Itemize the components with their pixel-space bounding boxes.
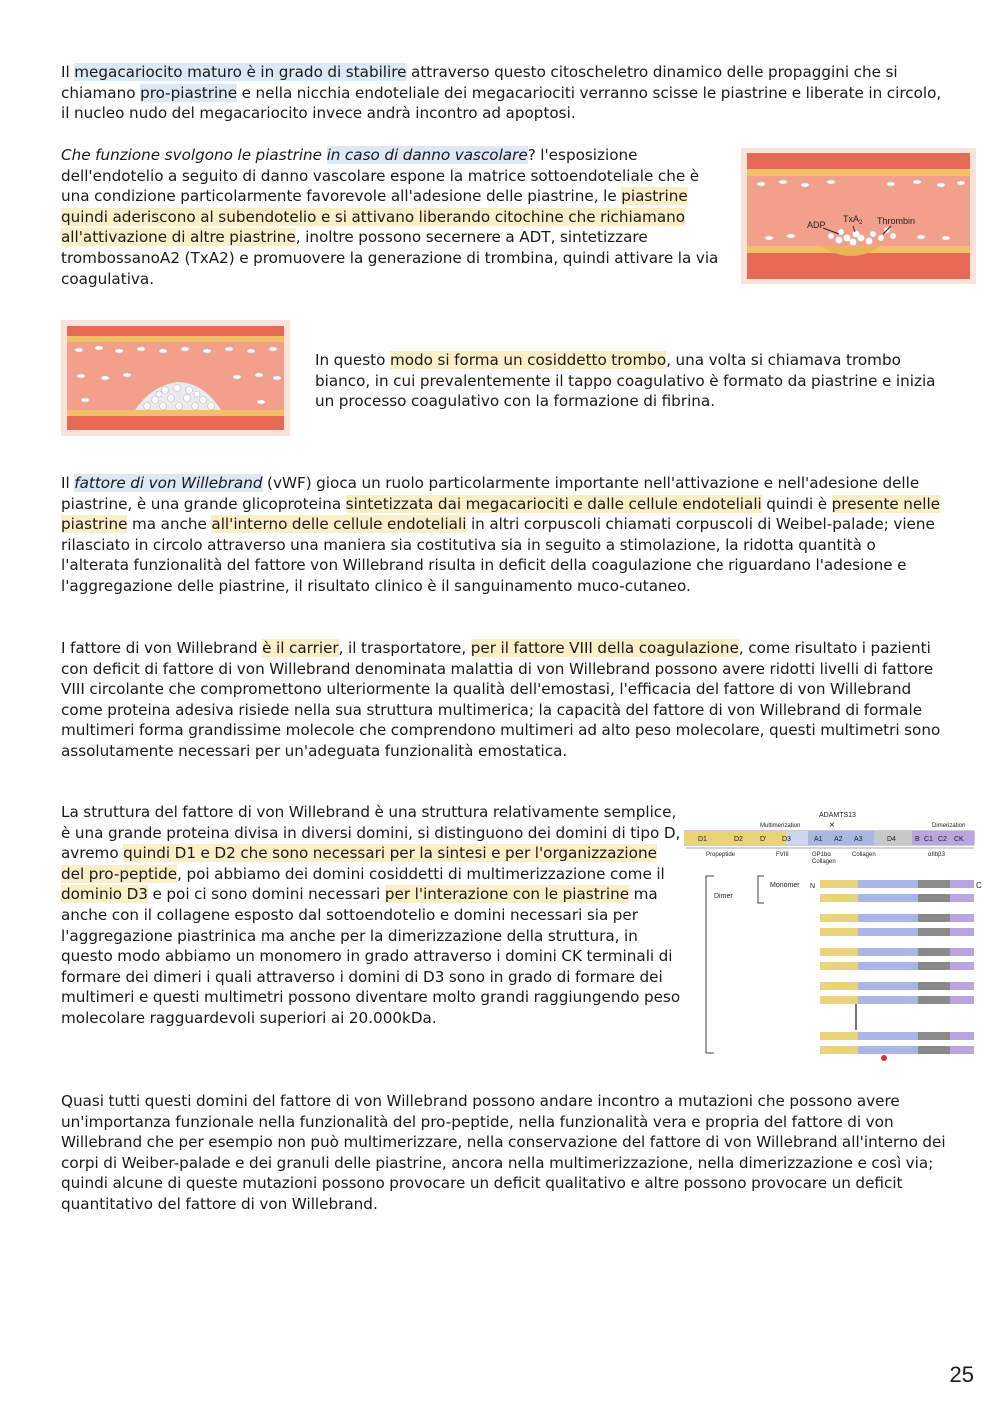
highlight: all'interno delle cellule endoteliali	[211, 515, 467, 534]
collagen-small-label: Collagen	[812, 859, 836, 865]
highlight: piastrine quindi aderiscono al subendotelio e si attivano liberando citochine che richiamano all'attivazione di altre piastrine	[61, 187, 688, 247]
highlight: modo si forma un cosiddetto trombo	[389, 351, 667, 369]
domain-b: B	[915, 836, 920, 843]
domain-d4: D4	[887, 836, 896, 843]
domain-d3: D3	[782, 836, 791, 843]
highlight: quindi D1 e D2 che sono necessari per la sintesi e per l'organizzazione del pro-peptide	[61, 844, 657, 883]
mutation-dot	[881, 1055, 887, 1061]
highlight: in caso di danno vascolare	[326, 146, 528, 164]
paragraph-mutazioni: Quasi tutti questi domini del fattore di von Willebrand possono andare incontro a mutazioni che possono avere un'importanza funzionale nella funzionalità del pro-peptide, nella funzionalità vera e propria del fattore di von Willebrand che per esempio non può multimerizzare, nella conservazione del fattore di von Willebrand all'interno dei corpi di Weiber-palade e dei granuli delle piastrine, ancora nella multimerizzazione, nella dimerizzazione e così via; quindi alcune di queste mutazioni possono provocare un deficit qualitativo e altre possono provocare un deficit quantitativo del fattore di von Willebrand.	[61, 1092, 946, 1213]
fviii-label: FVIII	[776, 852, 789, 858]
domain-a3: A3	[854, 836, 863, 843]
paragraph-funzione-piastrine: Che funzione svolgono le piastrine in caso di danno vascolare? l'esposizione dell'endotelio a seguito di danno vascolare espone la matrice sottoendoteliale che è una condizione particolarmente favorevole all'adesione delle piastrine, le piastrine quindi aderiscono al subendotelio e si attivano liberando citochine che richiamano all'attivazione di altre piastrine, inoltre possono secernere a ADT, sintetizzare trombossanoA2 (TxA2) e promuovere la generazione di trombina, quindi attivare la via coagulativa.	[61, 146, 719, 288]
adp-label: ADP	[807, 220, 826, 230]
domain-a2: A2	[834, 836, 843, 843]
paragraph-carrier: I fattore di von Willebrand è il carrier, il trasportatore, per il fattore VIII della coagulazione, come risultato i pazienti con deficit di fattore di von Willebrand denominata malattia di von Willebrand possono avere ridotti livelli di fattore VIII circolante che compromettono ulteriormente la qualità dell'emostasi, l'efficacia del fattore di von Willebrand come proteina adesiva risiede nella sua struttura multimerica; la capacità del fattore di von Willebrand di formale multimeri forma grandissime molecole che comprendono multimeri ad alto peso molecolare, questi multimetri sono assolutamente necessari per un'adeguata funzionalità emostatica.	[61, 639, 941, 760]
txa2-label: TxA$_2$	[843, 214, 863, 226]
vwf-domain-diagram	[684, 808, 984, 1064]
highlight: megacariocito maturo è in grado di stabilire	[74, 63, 407, 81]
dimerization-label: Dimerization	[932, 823, 966, 829]
highlight: pro-piastrine	[140, 83, 238, 102]
page-number: 25	[949, 1362, 974, 1387]
domain-dprime: D'	[760, 836, 767, 843]
highlight: sintetizzata dai megacariociti e dalle cellule endoteliali	[345, 494, 762, 513]
domain-d2: D2	[734, 836, 743, 843]
monomer-label: Monomer	[770, 882, 800, 889]
paragraph-megacariocito: Il megacariocito maturo è in grado di stabilire attraverso questo citoscheletro dinamico delle propaggini che si chiamano pro-piastrine e nella nicchia endoteliale dei megacariociti verranno scisse le piastrine e liberate in circolo, il nucleo nudo del megacariocito invece andrà incontro ad apoptosi.	[61, 63, 942, 123]
propeptide-label: Propeptide	[706, 852, 736, 858]
c-terminus-label: C	[976, 881, 982, 890]
highlight: presente nelle piastrine	[61, 494, 941, 534]
domain-ck: CK	[954, 836, 964, 843]
cleavage-mark: ×	[829, 820, 835, 831]
collagen-label: Collagen	[852, 852, 876, 858]
highlight: fattore di von Willebrand	[74, 474, 263, 492]
paragraph-struttura: La struttura del fattore di von Willebrand è una struttura relativamente semplice, è una grande proteina divisa in diversi domini, si distinguono dei domini di tipo D, avremo quindi D1 e D2 che sono necessari per la sintesi e per l'organizzazione del pro-peptide, poi abbiamo dei domini cosiddetti di multimerizzazione come il dominio D3 e poi ci sono domini necessari per l'interazione con le piastrine ma anche con il collagene esposto dal sottoendotelio e domini necessari sia per l'aggregazione piastrinica ma anche per la dimerizzazione della struttura, in questo modo abbiamo un monomero in grado attraverso i domini CK terminali di formare dei dimeri i quali attraverso i domini di D3 sono in grado di formare dei multimeri e questi multimetri possono diventare molto grandi raggiungendo peso molecolare ragguardevoli superiori ai 20.000kDa.	[61, 803, 681, 1027]
domain-c1: C1	[924, 836, 933, 843]
n-terminus-label: N	[810, 883, 816, 890]
highlight: per il fattore VIII della coagulazione	[470, 639, 739, 657]
highlight: per l'interazione con le piastrine	[384, 885, 630, 904]
highlight: è il carrier	[262, 639, 339, 657]
dimer-label: Dimer	[714, 893, 733, 900]
thrombus-illustration	[61, 320, 290, 436]
highlight: dominio D3	[61, 885, 148, 904]
thrombin-label: Thrombin	[877, 216, 916, 226]
monomer-rows	[820, 880, 974, 1054]
domain-a1: A1	[814, 836, 823, 843]
domain-d1: D1	[698, 836, 707, 843]
gp1b-label: GP1bα	[812, 852, 831, 858]
paragraph-vwf: Il fattore di von Willebrand (vWF) gioca un ruolo particolarmente importante nell'attivazione e nell'adesione delle piastrine, è una grande glicoproteina sintetizzata dai megacariociti e dalle cellule endoteliali quindi è presente nelle piastrine ma anche all'interno delle cellule endoteliali in altri corpuscoli chiamati corpuscoli di Weibel-palade; viene rilasciato in circolo attraverso una maniera sia costitutiva sia in seguito a stimolazione, la ridotta quantità o l'alterata funzionalità del fattore von Willebrand risulta in deficit della coagulazione che riguardano l'adesione e l'aggregazione delle piastrine, il risultato clinico è il sanguinamento muco-cutaneo.	[61, 474, 941, 595]
adamts13-label: ADAMTS13	[819, 812, 856, 819]
multimerization-label: Multimerization	[760, 823, 801, 829]
integrin-label: αIIbβ3	[928, 852, 945, 858]
domain-c2: C2	[938, 836, 947, 843]
paragraph-trombo: In questo modo si forma un cosiddetto trombo, una volta si chiamava trombo bianco, in cui prevalentemente il tappo coagulativo è formato da piastrine e inizia un processo coagulativo con la formazione di fibrina.	[315, 351, 936, 411]
vessel-damage-illustration	[741, 148, 976, 284]
